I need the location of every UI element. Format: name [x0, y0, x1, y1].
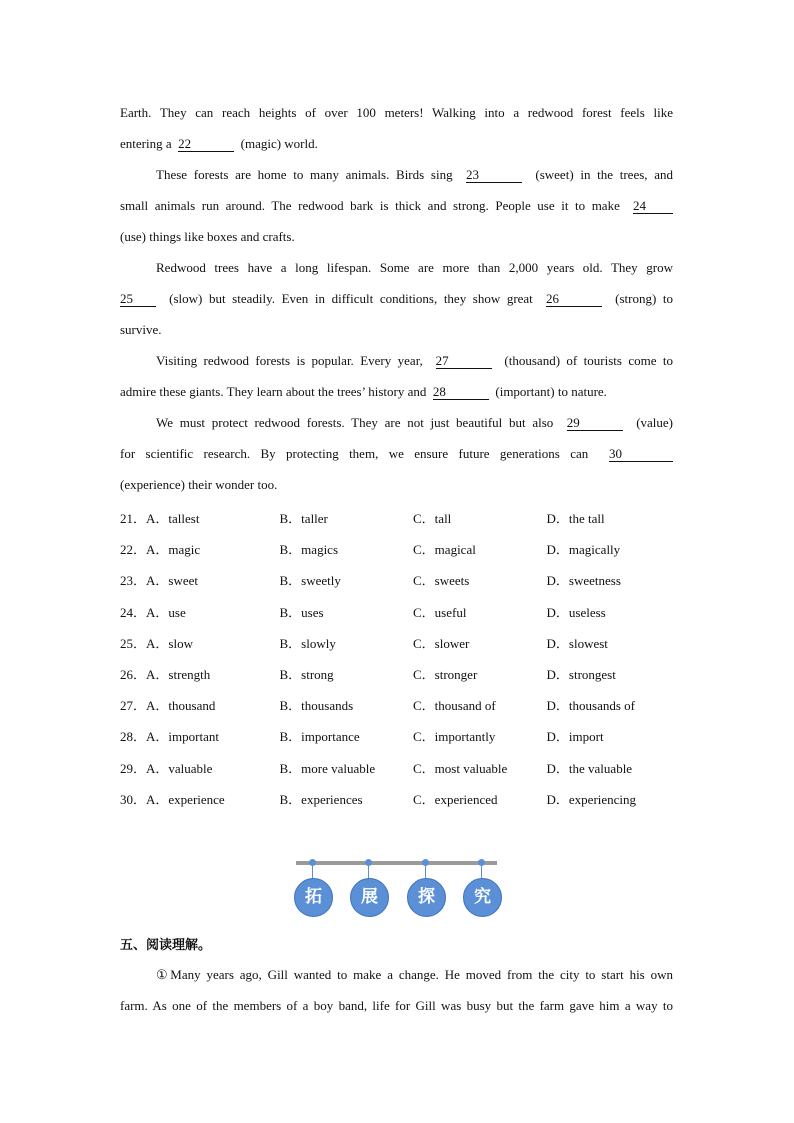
option-row: 27． A．thousand B．thousands C．thousand of D．thousands of — [120, 689, 680, 720]
option-row: 26． A．strength B．strong C．stronger D．strongest — [120, 658, 680, 689]
option-c[interactable]: C．importantly — [413, 729, 496, 745]
option-c[interactable]: C．tall — [413, 511, 452, 527]
option-a[interactable]: A．tallest — [146, 511, 200, 527]
option-a[interactable]: A．important — [146, 729, 219, 745]
option-c[interactable]: C．magical — [413, 542, 476, 558]
option-c[interactable]: C．most valuable — [413, 760, 508, 776]
cloze-passage — [120, 97, 673, 500]
banner-char-circle: 拓 — [294, 878, 333, 917]
option-d[interactable]: D．sweetness — [546, 573, 621, 589]
option-c[interactable]: C．stronger — [413, 667, 478, 683]
option-a[interactable]: A．slow — [146, 635, 193, 651]
blank-28[interactable]: 28 — [433, 384, 489, 400]
passage-line: Earth. They can reach heights of over 100 meters! Walking into a redwood forest feels like — [120, 105, 673, 120]
banner-stem — [368, 865, 369, 879]
option-a[interactable]: A．use — [146, 604, 186, 620]
passage-line: These forests are home to many animals. Birds sing 23 (sweet) in the trees, and — [156, 167, 674, 182]
option-a[interactable]: A．magic — [146, 542, 201, 558]
passage-line: for scientific research. By protecting them, we ensure future generations can 30 — [120, 438, 673, 469]
option-d[interactable]: D．thousands of — [546, 698, 635, 714]
option-d[interactable]: D．slowest — [546, 635, 608, 651]
section-title: 五、阅读理解。 — [120, 938, 212, 953]
passage-line: 25 (slow) but steadily. Even in difficult conditions, they show great 26 (strong) to — [120, 291, 673, 306]
option-d[interactable]: D．import — [546, 729, 604, 745]
passage-line: survive. — [120, 322, 162, 337]
option-b[interactable]: B．uses — [279, 604, 324, 620]
option-d[interactable]: D．the valuable — [546, 760, 633, 776]
option-b[interactable]: B．slowly — [279, 635, 336, 651]
passage-line: ①Many years ago, Gill wanted to make a change. He moved from the city to start his own — [156, 967, 673, 982]
banner-bar — [296, 861, 497, 865]
option-b[interactable]: B．magics — [279, 542, 339, 558]
blank-26[interactable]: 26 — [546, 291, 602, 307]
banner-char-circle: 究 — [463, 878, 502, 917]
option-a[interactable]: A．strength — [146, 667, 211, 683]
option-c[interactable]: C．sweets — [413, 573, 470, 589]
option-d[interactable]: D．strongest — [546, 667, 616, 683]
passage-line: farm. As one of the members of a boy band, life for Gill was busy but the farm gave him a way to — [120, 998, 673, 1013]
passage-line: We must protect redwood forests. They are not just beautiful but also 29 (value) — [156, 415, 674, 430]
option-row: 29． A．valuable B．more valuable C．most valuable D．the valuable — [120, 752, 680, 783]
extension-banner — [296, 858, 497, 918]
option-row: 25． A．slow B．slowly C．slower D．slowest — [120, 627, 680, 658]
passage-line: Redwood trees have a long lifespan. Some are more than 2,000 years old. They grow — [156, 260, 673, 275]
banner-stem — [481, 865, 482, 879]
option-a[interactable]: A．experience — [146, 791, 225, 807]
option-row: 30． A．experience B．experiences C．experienced D．experiencing — [120, 783, 680, 814]
option-c[interactable]: C．experienced — [413, 791, 498, 807]
option-c[interactable]: C．useful — [413, 604, 467, 620]
blank-22[interactable]: 22 — [178, 136, 234, 152]
option-d[interactable]: D．magically — [546, 542, 621, 558]
reading-passage — [120, 959, 673, 1021]
option-c[interactable]: C．slower — [413, 635, 470, 651]
option-d[interactable]: D．experiencing — [546, 791, 637, 807]
option-row: 23． A．sweet B．sweetly C．sweets D．sweetness — [120, 564, 680, 595]
passage-line: Visiting redwood forests is popular. Every year, 27 (thousand) of tourists come to — [156, 353, 674, 368]
option-b[interactable]: B．more valuable — [279, 760, 376, 776]
banner-stem — [312, 865, 313, 879]
banner-char-circle: 探 — [407, 878, 446, 917]
option-a[interactable]: A．thousand — [146, 698, 216, 714]
blank-23[interactable]: 23 — [466, 167, 522, 183]
banner-stem — [425, 865, 426, 879]
option-b[interactable]: B．taller — [279, 511, 328, 527]
passage-line: small animals run around. The redwood bark is thick and strong. People use it to make 24 — [120, 190, 673, 221]
option-b[interactable]: B．sweetly — [279, 573, 341, 589]
blank-24[interactable]: 24 — [633, 198, 673, 214]
option-a[interactable]: A．sweet — [146, 573, 199, 589]
option-row: 28． A．important B．importance C．importantly D．import — [120, 720, 680, 751]
passage-line: admire these giants. They learn about the trees’ history and 28 (important) to nature. — [120, 384, 607, 399]
option-b[interactable]: B．strong — [279, 667, 334, 683]
option-c[interactable]: C．thousand of — [413, 698, 496, 714]
option-d[interactable]: D．the tall — [546, 511, 605, 527]
blank-27[interactable]: 27 — [436, 353, 492, 369]
option-row: 21． A．tallest B．taller C．tall D．the tall — [120, 502, 680, 533]
option-row: 22． A．magic B．magics C．magical D．magically — [120, 533, 680, 564]
option-b[interactable]: B．importance — [279, 729, 360, 745]
blank-30[interactable]: 30 — [609, 446, 673, 462]
passage-line: (use) things like boxes and crafts. — [120, 229, 295, 244]
blank-25[interactable]: 25 — [120, 291, 156, 307]
option-b[interactable]: B．experiences — [279, 791, 363, 807]
option-d[interactable]: D．useless — [546, 604, 606, 620]
passage-line: entering a 22 (magic) world. — [120, 136, 318, 151]
option-row: 24． A．use B．uses C．useful D．useless — [120, 596, 680, 627]
blank-29[interactable]: 29 — [567, 415, 623, 431]
passage-line: (experience) their wonder too. — [120, 477, 278, 492]
banner-char-circle: 展 — [350, 878, 389, 917]
option-b[interactable]: B．thousands — [279, 698, 354, 714]
answer-options — [120, 502, 680, 814]
option-a[interactable]: A．valuable — [146, 760, 213, 776]
